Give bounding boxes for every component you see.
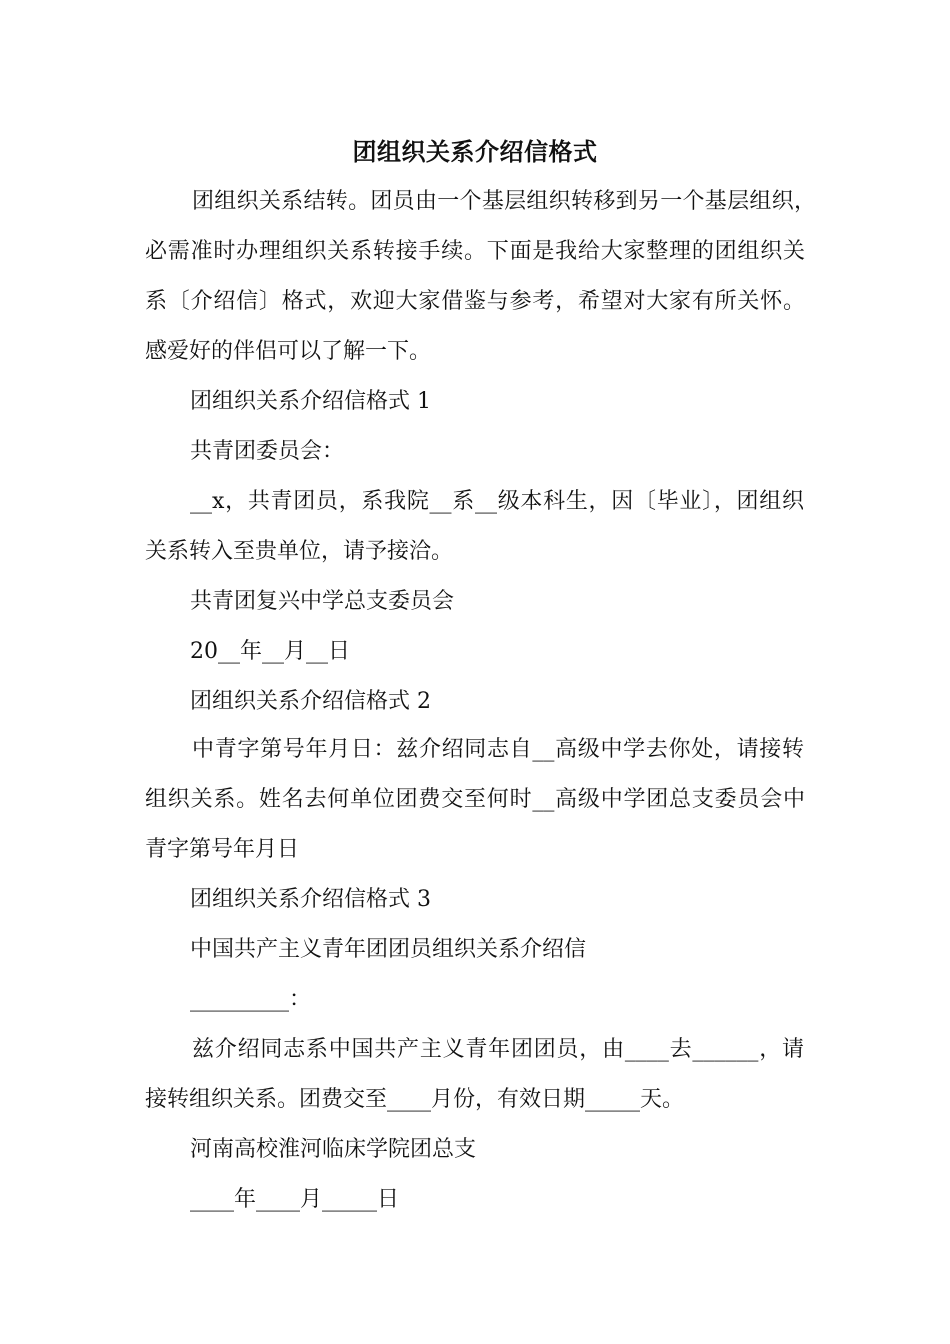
section-heading: 团组织关系介绍信格式 2 — [190, 689, 431, 714]
section-heading: 团组织关系介绍信格式 3 — [190, 887, 431, 912]
paragraph-line: 中青字第号年月日：兹介绍同志自__高级中学去你处，请接转 — [192, 737, 804, 762]
paragraph-line: 接转组织关系。团费交至____月份，有效日期_____天。 — [145, 1087, 685, 1112]
letter-heading: 中国共产主义青年团团员组织关系介绍信 — [190, 937, 587, 962]
paragraph-line: 团组织关系结转。团员由一个基层组织转移到另一个基层组织， — [192, 189, 816, 214]
paragraph-line: 系〔介绍信〕格式，欢迎大家借鉴与参考，希望对大家有所关怀。 — [145, 289, 805, 314]
salutation: _________： — [190, 987, 312, 1012]
date-line: ____年____月_____日 — [190, 1187, 400, 1212]
signature-line: 河南高校淮河临床学院团总支 — [190, 1137, 477, 1162]
paragraph-line: 感爱好的伴侣可以了解一下。 — [145, 339, 432, 364]
paragraph-line: 组织关系。姓名去何单位团费交至何时__高级中学团总支委员会中 — [145, 787, 805, 812]
salutation: 共青团委员会： — [190, 439, 345, 464]
date-line: 20__年__月__日 — [190, 639, 350, 664]
signature-line: 共青团复兴中学总支委员会 — [190, 589, 455, 614]
paragraph-line: 关系转入至贵单位，请予接洽。 — [145, 539, 454, 564]
paragraph-line: 兹介绍同志系中国共产主义青年团团员，由____去______，请 — [192, 1037, 804, 1062]
paragraph-line: 必需准时办理组织关系转接手续。下面是我给大家整理的团组织关 — [145, 239, 805, 264]
section-heading: 团组织关系介绍信格式 1 — [190, 389, 431, 414]
paragraph-line: __x，共青团员，系我院__系__级本科生，因〔毕业〕，团组织 — [190, 489, 804, 514]
document-title: 团组织关系介绍信格式 — [352, 137, 598, 166]
paragraph-line: 青字第号年月日 — [145, 837, 300, 862]
